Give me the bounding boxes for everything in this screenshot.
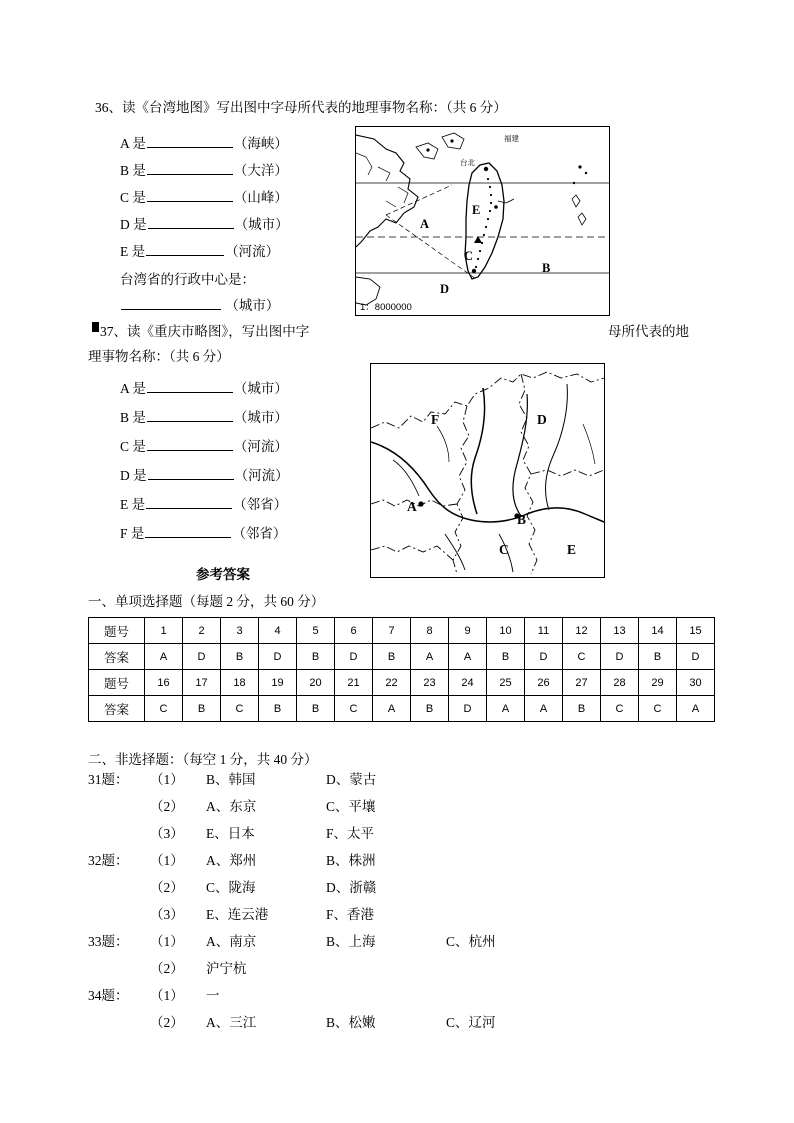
table-cell: A	[373, 696, 411, 722]
answer-suffix-a: （海峡）	[233, 135, 288, 151]
answer-blank-b[interactable]	[147, 162, 233, 175]
table-cell: D	[677, 644, 715, 670]
answer-item: C、平壤	[326, 799, 376, 814]
answer-suffix-capital: （城市）	[225, 298, 280, 313]
sub-question-number: （3）	[150, 826, 184, 841]
answer-blank-e[interactable]	[146, 496, 232, 509]
table-cell: C	[639, 696, 677, 722]
answer-item: B、上海	[326, 934, 376, 949]
answer-suffix-f: （邻省）	[232, 525, 287, 541]
answer-item: B、株洲	[326, 853, 376, 868]
map-label-f: F	[431, 412, 440, 427]
question-36-heading: 36、读《台湾地图》写出图中字母所代表的地理事物名称：（共 6 分）	[95, 100, 507, 115]
table-cell: D	[335, 644, 373, 670]
sub-question-number: （1）	[150, 934, 184, 949]
table-cell: A	[449, 644, 487, 670]
answer-blank-a[interactable]	[147, 135, 233, 148]
answer-item: C、辽河	[446, 1015, 496, 1030]
table-cell: D	[449, 696, 487, 722]
table-cell: 10	[487, 618, 525, 644]
answer-letter-c: C 是	[120, 189, 146, 205]
answer-letter-d: D 是	[120, 216, 147, 232]
answer-item: C、杭州	[446, 934, 496, 949]
row-header-answer: 答案	[89, 696, 145, 722]
answer-item: B、韩国	[206, 772, 256, 787]
taiwan-map-figure	[355, 126, 610, 316]
answer-line-a	[120, 372, 289, 401]
answer-letter-e: E 是	[120, 243, 146, 259]
answer-letter-a: A 是	[120, 380, 146, 396]
answer-blank-c[interactable]	[147, 189, 233, 202]
table-cell: 7	[373, 618, 411, 644]
table-cell: 2	[183, 618, 221, 644]
answer-item: A、东京	[206, 799, 257, 814]
taiwan-map-drawing	[356, 127, 609, 315]
table-row-answers-2	[89, 696, 715, 722]
table-cell: 11	[525, 618, 563, 644]
answer-blank-e[interactable]	[146, 243, 224, 256]
answer-line-c	[120, 430, 289, 459]
list-item	[88, 903, 728, 930]
answer-blank-d[interactable]	[148, 216, 234, 229]
table-cell: D	[525, 644, 563, 670]
table-cell: B	[487, 644, 525, 670]
map-label-b: B	[542, 261, 551, 275]
table-cell: 19	[259, 670, 297, 696]
sub-question-number: （2）	[150, 961, 184, 976]
table-cell: 5	[297, 618, 335, 644]
table-cell: 14	[639, 618, 677, 644]
answer-suffix-b: （城市）	[233, 409, 288, 425]
sub-question-number: （1）	[150, 988, 184, 1003]
row-header-number: 题号	[89, 618, 145, 644]
answer-item: A、郑州	[206, 853, 257, 868]
question-36-extra-answer	[120, 294, 279, 314]
question-label: 34题：	[88, 988, 129, 1003]
answer-suffix-c: （山峰）	[233, 189, 288, 205]
map-label-a: A	[407, 499, 417, 514]
answer-blank-c[interactable]	[147, 438, 233, 451]
table-cell: B	[183, 696, 221, 722]
answer-item: C、陇海	[206, 880, 256, 895]
table-cell: 9	[449, 618, 487, 644]
list-item	[88, 795, 728, 822]
list-item	[88, 984, 728, 1011]
map-label-c: C	[499, 542, 509, 557]
table-cell: 13	[601, 618, 639, 644]
list-item	[88, 1011, 728, 1038]
answer-suffix-b: （大洋）	[233, 162, 288, 178]
answer-line-d	[120, 459, 289, 488]
section-1-title: 一、单项选择题（每题 2 分，共 60 分）	[88, 594, 325, 609]
table-cell: A	[145, 644, 183, 670]
sub-question-number: （1）	[150, 853, 184, 868]
table-cell: C	[563, 644, 601, 670]
answer-item: F、太平	[326, 826, 375, 841]
table-cell: 28	[601, 670, 639, 696]
table-cell: 25	[487, 670, 525, 696]
table-cell: 4	[259, 618, 297, 644]
question-37-answer-lines	[120, 372, 289, 546]
list-item	[88, 957, 728, 984]
answer-line-b	[120, 155, 289, 182]
list-item	[88, 768, 728, 795]
question-37-heading-second-line: 理事物名称：（共 6 分）	[88, 349, 230, 364]
answer-line-d	[120, 209, 289, 236]
row-header-answer: 答案	[89, 644, 145, 670]
answer-line-b	[120, 401, 289, 430]
answer-letter-e: E 是	[120, 496, 146, 512]
table-cell: 15	[677, 618, 715, 644]
table-cell: B	[259, 696, 297, 722]
table-cell: 18	[221, 670, 259, 696]
answer-line-e	[120, 236, 289, 263]
answer-suffix-c: （河流）	[233, 438, 288, 454]
table-cell: B	[297, 644, 335, 670]
map-label-b: B	[517, 512, 527, 527]
table-cell: 22	[373, 670, 411, 696]
table-cell: 24	[449, 670, 487, 696]
table-cell: B	[221, 644, 259, 670]
map-label-d: D	[440, 282, 450, 296]
list-item	[88, 849, 728, 876]
question-37-heading-tail: 母所代表的地	[608, 324, 689, 339]
answer-suffix-d: （河流）	[234, 467, 289, 483]
map-label-d: D	[537, 412, 547, 427]
answer-suffix-a: （城市）	[233, 380, 288, 396]
table-cell: B	[411, 696, 449, 722]
table-cell: B	[639, 644, 677, 670]
table-cell: D	[259, 644, 297, 670]
answer-item: F、香港	[326, 907, 375, 922]
table-cell: 20	[297, 670, 335, 696]
list-item	[88, 930, 728, 957]
table-cell: 16	[145, 670, 183, 696]
answer-blank-b[interactable]	[147, 409, 233, 422]
answers-section-title: 参考答案	[196, 567, 250, 582]
table-cell: A	[487, 696, 525, 722]
table-cell: C	[145, 696, 183, 722]
list-item	[88, 876, 728, 903]
sub-question-number: （2）	[150, 880, 184, 895]
sub-question-number: （3）	[150, 907, 184, 922]
table-cell: 12	[563, 618, 601, 644]
table-cell: 30	[677, 670, 715, 696]
question-37-heading: 37、读《重庆市略图》，写出图中字	[100, 324, 310, 339]
table-cell: C	[335, 696, 373, 722]
chongqing-map-figure	[370, 363, 605, 578]
row-header-number: 题号	[89, 670, 145, 696]
table-cell: 3	[221, 618, 259, 644]
table-cell: A	[525, 696, 563, 722]
table-cell: A	[411, 644, 449, 670]
answer-item: 沪宁杭	[206, 961, 247, 976]
answer-item: E、连云港	[206, 907, 269, 922]
list-item	[88, 822, 728, 849]
question-label: 31题：	[88, 772, 129, 787]
answer-item: B、松嫩	[326, 1015, 376, 1030]
table-cell: D	[183, 644, 221, 670]
answer-key-table	[88, 617, 715, 722]
table-row-numbers-1	[89, 618, 715, 644]
answer-suffix-e: （河流）	[225, 243, 280, 259]
non-choice-answers-list	[88, 768, 728, 1038]
table-row-numbers-2	[89, 670, 715, 696]
sub-question-number: （2）	[150, 799, 184, 814]
table-cell: 17	[183, 670, 221, 696]
answer-item: 一	[206, 988, 220, 1003]
section-2-title: 二、非选择题：（每空 1 分，共 40 分）	[88, 752, 318, 767]
question-label: 32题：	[88, 853, 129, 868]
table-cell: C	[221, 696, 259, 722]
table-cell: B	[297, 696, 335, 722]
question-36-answer-lines	[120, 128, 289, 263]
table-cell: 1	[145, 618, 183, 644]
map-label-e: E	[567, 542, 577, 557]
sub-question-number: （2）	[150, 1015, 184, 1030]
answer-blank-a[interactable]	[147, 380, 233, 393]
answer-item: A、南京	[206, 934, 257, 949]
table-cell: D	[601, 644, 639, 670]
map-label-e: E	[472, 203, 481, 217]
map-label-c: C	[464, 249, 474, 263]
map-small-label-fujian: 福建	[504, 134, 519, 143]
answer-suffix-e: （邻省）	[233, 496, 288, 512]
answer-letter-d: D 是	[120, 467, 147, 483]
answer-item: D、蒙古	[326, 772, 377, 787]
table-cell: 26	[525, 670, 563, 696]
question-36-extra-prompt: 台湾省的行政中心是：	[120, 272, 255, 287]
table-cell: 27	[563, 670, 601, 696]
answer-letter-c: C 是	[120, 438, 146, 454]
sub-question-number: （1）	[150, 772, 184, 787]
question-label: 33题：	[88, 934, 129, 949]
answer-item: D、浙赣	[326, 880, 377, 895]
table-cell: 23	[411, 670, 449, 696]
table-cell: 8	[411, 618, 449, 644]
table-cell: A	[677, 696, 715, 722]
answer-line-c	[120, 182, 289, 209]
table-cell: B	[563, 696, 601, 722]
answer-line-a	[120, 128, 289, 155]
answer-item: A、三江	[206, 1015, 257, 1030]
table-cell: B	[373, 644, 411, 670]
answer-suffix-d: （城市）	[234, 216, 289, 232]
map-small-label-taipei: 台北	[460, 158, 475, 167]
paragraph-bullet-marker	[92, 322, 99, 332]
answer-line-f	[120, 517, 289, 546]
table-row-answers-1	[89, 644, 715, 670]
table-cell: 21	[335, 670, 373, 696]
map-label-a: A	[420, 217, 430, 231]
map-scale-label: 1：8000000	[360, 302, 412, 313]
answer-letter-a: A 是	[120, 135, 146, 151]
table-cell: 29	[639, 670, 677, 696]
answer-blank-f[interactable]	[145, 525, 231, 538]
answer-item: E、日本	[206, 826, 255, 841]
answer-blank-d[interactable]	[148, 467, 234, 480]
answer-letter-b: B 是	[120, 409, 146, 425]
answer-letter-b: B 是	[120, 162, 146, 178]
table-cell: 6	[335, 618, 373, 644]
answer-blank-capital[interactable]	[121, 297, 221, 310]
answer-line-e	[120, 488, 289, 517]
answer-letter-f: F 是	[120, 525, 145, 541]
table-cell: C	[601, 696, 639, 722]
